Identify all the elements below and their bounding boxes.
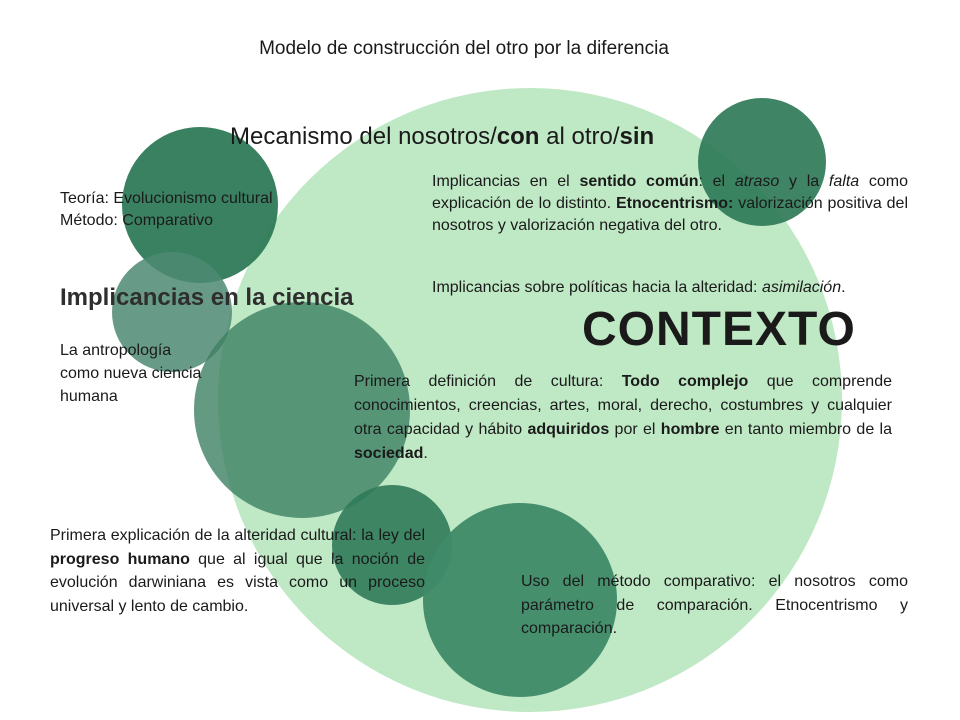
cs-text-a: Implicancias en el bbox=[432, 173, 580, 190]
cs-text-i: valorización positiva del nosotros y valorización negativa del otro. bbox=[432, 195, 909, 234]
method-usage-text: Uso del método comparativo: el nosotros como parámetro de comparación. Etnocentrismo y comparación. bbox=[521, 573, 908, 637]
subtitle-sin: sin bbox=[619, 123, 655, 150]
common-sense-implications bbox=[432, 171, 908, 237]
anthropology-line2: como nueva ciencia bbox=[60, 365, 202, 382]
policy-text-a: Implicancias sobre políticas hacia la alteridad: bbox=[432, 279, 762, 296]
def-text-g: en tanto miembro de la bbox=[719, 421, 892, 438]
cs-falta: falta bbox=[828, 173, 860, 190]
subtitle-con: con bbox=[496, 123, 540, 150]
cs-text-e: y la bbox=[779, 173, 829, 190]
expl-text-c: que al igual que la noción de evolución darwiniana es vista como un proceso universal y lento de cambio. bbox=[50, 550, 425, 615]
def-text-a: Primera definición de cultura: bbox=[354, 373, 622, 390]
policy-text-c: . bbox=[841, 279, 846, 296]
def-text-c: que comprende conocimientos, creencias, artes, moral, derecho, costumbres y cualquier otra capacidad y hábito bbox=[354, 373, 892, 438]
theory-line: Teoría: Evolucionismo cultural bbox=[60, 190, 273, 207]
cs-atraso: atraso bbox=[734, 173, 780, 190]
def-sociedad: sociedad bbox=[354, 445, 424, 462]
anthropology-text bbox=[60, 339, 201, 408]
subtitle-part3: al otro/ bbox=[539, 123, 620, 150]
science-heading: Implicancias en la ciencia bbox=[60, 284, 354, 311]
subtitle-part1: Mecanismo del nosotros/ bbox=[230, 123, 497, 150]
cs-etnocentrismo: Etnocentrismo: bbox=[616, 195, 734, 212]
def-text-i: . bbox=[423, 445, 428, 462]
policy-asimilacion: asimilación bbox=[761, 279, 842, 296]
method-line: Método: Comparativo bbox=[60, 212, 213, 229]
anthropology-line1: La antropología bbox=[60, 342, 172, 359]
cs-sentido-comun: sentido común bbox=[579, 173, 699, 190]
anthropology-line3: humana bbox=[60, 388, 118, 405]
alterity-explanation bbox=[50, 524, 425, 618]
def-todo-complejo: Todo complejo bbox=[621, 373, 749, 390]
def-adquiridos: adquiridos bbox=[527, 421, 610, 438]
page-title: Modelo de construcción del otro por la diferencia bbox=[259, 38, 669, 59]
cs-text-g: como explicación de lo distinto. bbox=[432, 173, 909, 212]
culture-definition bbox=[354, 370, 892, 466]
context-label: CONTEXTO bbox=[582, 303, 856, 356]
comparative-method-text bbox=[521, 570, 908, 641]
expl-progreso-humano: progreso humano bbox=[50, 550, 190, 568]
policy-implications bbox=[432, 277, 908, 299]
mechanism-subtitle bbox=[230, 123, 654, 151]
expl-text-a: Primera explicación de la alteridad cultural: la ley del bbox=[50, 527, 425, 544]
cs-text-c: : el bbox=[698, 173, 735, 190]
theory-method-text bbox=[60, 188, 273, 232]
def-hombre: hombre bbox=[660, 421, 720, 438]
def-text-e: por el bbox=[609, 421, 661, 438]
